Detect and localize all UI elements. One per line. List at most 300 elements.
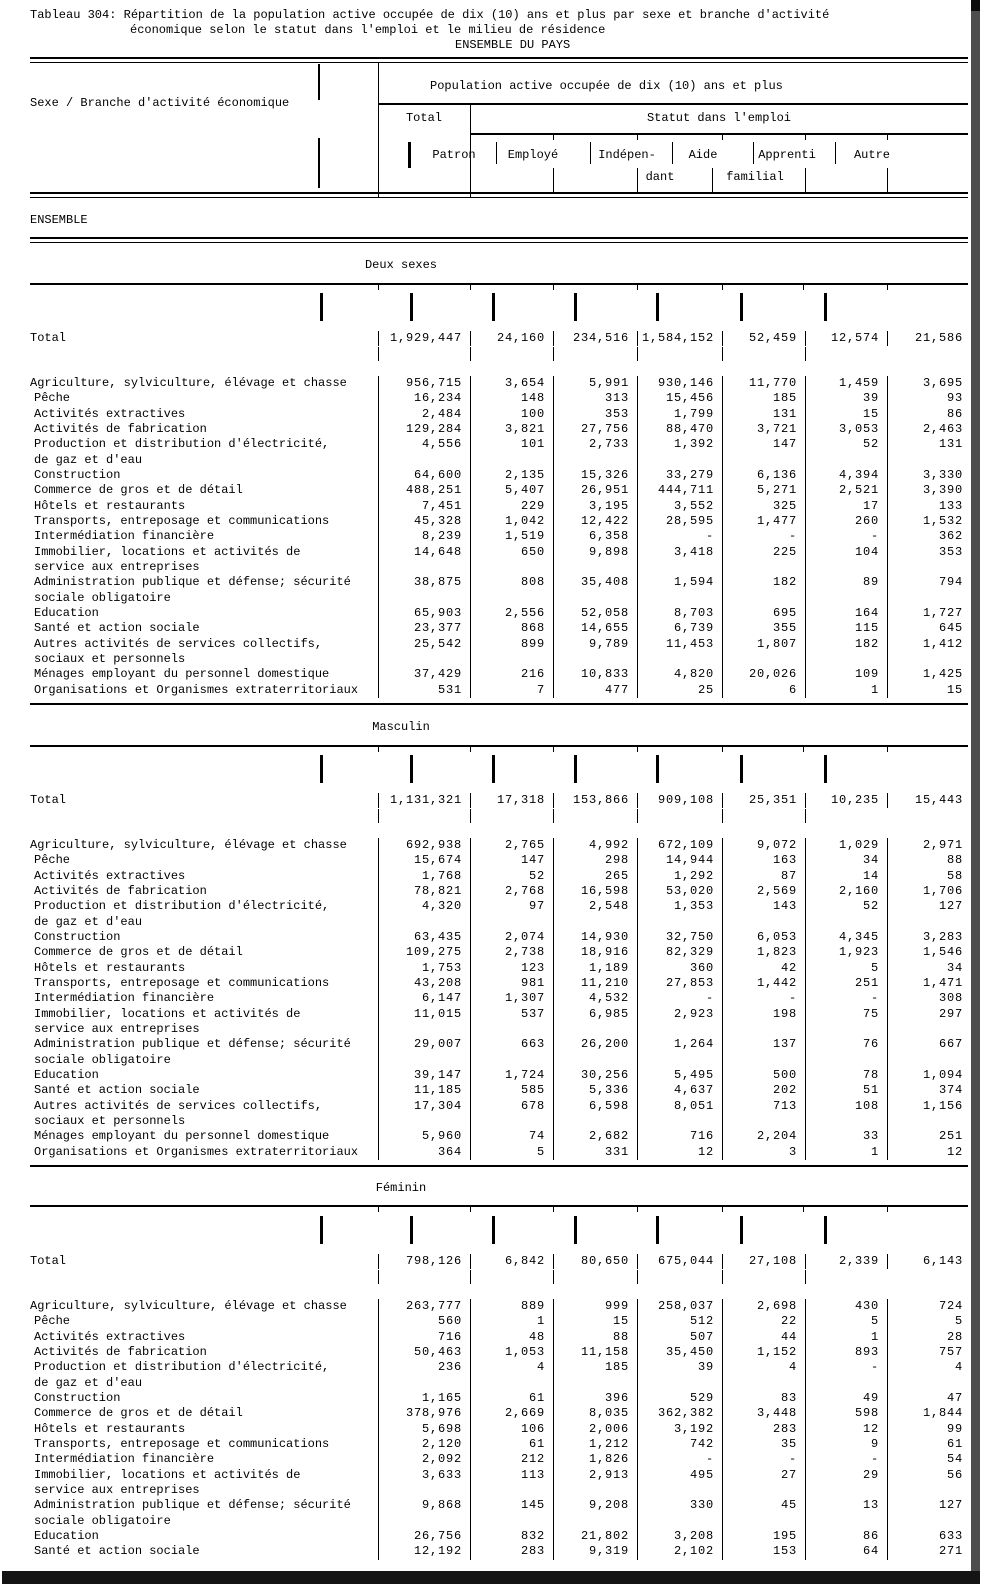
row-label: Total (30, 1254, 67, 1268)
cell: 27 (722, 1468, 805, 1499)
cell: - (637, 1452, 722, 1467)
cell: 560 (378, 1314, 470, 1329)
total-row (0, 793, 968, 808)
cell: 64 (805, 1544, 887, 1559)
tick (637, 133, 638, 140)
cell: 2,463 (887, 422, 968, 437)
cell: 12,574 (805, 331, 887, 346)
cell: 45 (722, 1498, 805, 1529)
cell: 981 (470, 976, 553, 991)
cell: 1,519 (470, 529, 553, 544)
cell: 1,706 (887, 884, 968, 899)
cell: 258,037 (637, 1299, 722, 1314)
row-label-line2: sociale obligatoire (34, 1513, 171, 1528)
table-row (0, 976, 968, 991)
cell: 5,495 (637, 1068, 722, 1083)
cell: 1,584,152 (637, 331, 722, 346)
cell: 500 (722, 1068, 805, 1083)
cell: 2,765 (470, 838, 553, 853)
cell: 33,279 (637, 468, 722, 483)
row-label: Santé et action sociale (34, 1083, 200, 1098)
cell: 185 (553, 1360, 637, 1391)
cell: 889 (470, 1299, 553, 1314)
cell: 133 (887, 499, 968, 514)
cell: 396 (553, 1391, 637, 1406)
cell: 4,820 (637, 667, 722, 682)
cell: 216 (470, 667, 553, 682)
cell: 5,960 (378, 1129, 470, 1144)
cell: 24,160 (470, 331, 553, 346)
row-label-line2: sociaux et personnels (34, 651, 186, 666)
cell: 163 (722, 853, 805, 868)
cell: 3,695 (887, 376, 968, 391)
row-label: Autres activités de services collectifs, (34, 636, 323, 651)
row-label-line2: service aux entreprises (34, 1021, 200, 1036)
cell: 29 (805, 1468, 887, 1499)
row-label: Activités extractives (34, 868, 186, 883)
cell: 283 (722, 1422, 805, 1437)
cell: 198 (722, 1007, 805, 1038)
cell: 716 (378, 1330, 470, 1345)
cell: 3,192 (637, 1422, 722, 1437)
table-row (0, 838, 968, 853)
cell: 3,418 (637, 545, 722, 576)
cell: 1 (805, 683, 887, 698)
cell: 143 (722, 899, 805, 930)
pipe (470, 347, 471, 361)
cell: 17,318 (470, 793, 553, 808)
cell: 108 (805, 1099, 887, 1130)
cell: 692,938 (378, 838, 470, 853)
cell: 1,156 (887, 1099, 968, 1130)
cell: 1,292 (637, 869, 722, 884)
row-label: Production et distribution d'électricité, (34, 437, 330, 452)
cell: 909,108 (637, 793, 722, 808)
cell: 716 (637, 1129, 722, 1144)
cell: 11,185 (378, 1083, 470, 1098)
cell: 1,442 (722, 976, 805, 991)
table-row (0, 437, 968, 468)
cell: 88,470 (637, 422, 722, 437)
table-row (0, 499, 968, 514)
row-label: Construction (34, 1390, 121, 1405)
cell: 78 (805, 1068, 887, 1083)
table-row (0, 606, 968, 621)
tick (887, 133, 888, 140)
table-row (0, 422, 968, 437)
cell: 23,377 (378, 621, 470, 636)
cell: 2,913 (553, 1468, 637, 1499)
cell: 2,160 (805, 884, 887, 899)
tick (553, 283, 554, 290)
tick (722, 745, 723, 752)
table-row (0, 637, 968, 668)
section-title: Masculin (372, 720, 430, 734)
table-row (0, 575, 968, 606)
bar (492, 1216, 495, 1244)
cell: 2,204 (722, 1129, 805, 1144)
cell: 127 (887, 899, 968, 930)
table-row (0, 1129, 968, 1144)
cell: 4,637 (637, 1083, 722, 1098)
tick (637, 283, 638, 290)
cell: 15,674 (378, 853, 470, 868)
cell: 15,326 (553, 468, 637, 483)
cell: 34 (805, 853, 887, 868)
cell: 8,239 (378, 529, 470, 544)
cell: 78,821 (378, 884, 470, 899)
cell: 2,135 (470, 468, 553, 483)
cell: 45,328 (378, 514, 470, 529)
cell: 30,256 (553, 1068, 637, 1083)
cell: 164 (805, 606, 887, 621)
cell: 2,102 (637, 1544, 722, 1559)
tick (722, 283, 723, 290)
cell: 25,351 (722, 793, 805, 808)
table-row (0, 1330, 968, 1345)
row-group-header: Sexe / Branche d'activité économique (30, 96, 290, 110)
cell: 88 (887, 853, 968, 868)
cell: 4,394 (805, 468, 887, 483)
cell: 364 (378, 1145, 470, 1160)
cell: 2,484 (378, 407, 470, 422)
row-label: Administration publique et défense; sécurité (34, 1498, 351, 1513)
table-row (0, 1437, 968, 1452)
cell: 331 (553, 1145, 637, 1160)
table-title-line1: Tableau 304: Répartition de la population active occupée de dix (10) ans et plus par sexe et branche d'activité (30, 8, 830, 22)
pipe (553, 1270, 554, 1284)
row-label: Pêche (34, 391, 71, 406)
cell: 832 (470, 1529, 553, 1544)
cell: 74 (470, 1129, 553, 1144)
cell: 4,532 (553, 991, 637, 1006)
cell: 798,126 (378, 1254, 470, 1269)
table-row (0, 667, 968, 682)
cell: 56 (887, 1468, 968, 1499)
table-row (0, 1007, 968, 1038)
cell: 148 (470, 391, 553, 406)
row-label: Transports, entreposage et communications (34, 1436, 330, 1451)
pipe (805, 168, 806, 192)
cell: 1,594 (637, 575, 722, 606)
cell: 6,842 (470, 1254, 553, 1269)
cell: 9,898 (553, 545, 637, 576)
cell: 20,026 (722, 667, 805, 682)
pipe (637, 1270, 638, 1284)
row-label: Hôtels et restaurants (34, 498, 186, 513)
cell: 3,390 (887, 483, 968, 498)
cell: 47 (887, 1391, 968, 1406)
cell: 123 (470, 961, 553, 976)
cell: 39,147 (378, 1068, 470, 1083)
cell: 1,212 (553, 1437, 637, 1452)
cell: 529 (637, 1391, 722, 1406)
header-bottom-rule (30, 192, 968, 198)
pipe (722, 347, 723, 361)
cell: 1,042 (470, 514, 553, 529)
table-row (0, 407, 968, 422)
pipe (378, 1270, 379, 1284)
tick (805, 133, 806, 140)
cell: 2,698 (722, 1299, 805, 1314)
row-label: Autres activités de services collectifs, (34, 1098, 323, 1113)
ensemble-rule (30, 237, 968, 243)
bar (410, 1216, 413, 1244)
cell: 182 (722, 575, 805, 606)
cell: 7 (470, 683, 553, 698)
cell: 35,450 (637, 1345, 722, 1360)
cell: 757 (887, 1345, 968, 1360)
row-label: Immobilier, locations et activités de (34, 1467, 301, 1482)
cell: 3,208 (637, 1529, 722, 1544)
row-label-line2: service aux entreprises (34, 1482, 200, 1497)
header-top-rule (30, 57, 968, 63)
cell: 265 (553, 869, 637, 884)
cell: 585 (470, 1083, 553, 1098)
cell: 298 (553, 853, 637, 868)
cell: 14,930 (553, 930, 637, 945)
table-row (0, 1422, 968, 1437)
cell: 362,382 (637, 1406, 722, 1421)
cell: 1,353 (637, 899, 722, 930)
cell: 1,459 (805, 376, 887, 391)
cell: 808 (470, 575, 553, 606)
cell: 8,035 (553, 1406, 637, 1421)
cell: 3,448 (722, 1406, 805, 1421)
cell: 129,284 (378, 422, 470, 437)
cell: 1,392 (637, 437, 722, 468)
cell: 3,821 (470, 422, 553, 437)
cell: 488,251 (378, 483, 470, 498)
cell: 645 (887, 621, 968, 636)
cell: 6,985 (553, 1007, 637, 1038)
row-label: Immobilier, locations et activités de (34, 1006, 301, 1021)
cell: 15 (887, 683, 968, 698)
cell: 28 (887, 1330, 968, 1345)
table-row (0, 1068, 968, 1083)
cell: 106 (470, 1422, 553, 1437)
cell: 4 (722, 1360, 805, 1391)
pipe (805, 347, 806, 361)
cell: 1,152 (722, 1345, 805, 1360)
cell: 1,029 (805, 838, 887, 853)
table-row (0, 1498, 968, 1529)
row-label-line2: sociale obligatoire (34, 590, 171, 605)
cell: 9,208 (553, 1498, 637, 1529)
cell: 1,753 (378, 961, 470, 976)
cell: 260 (805, 514, 887, 529)
cell: 2,006 (553, 1422, 637, 1437)
cell: 61 (887, 1437, 968, 1452)
cell: 6,147 (378, 991, 470, 1006)
cell: 9,789 (553, 637, 637, 668)
cell: - (722, 1452, 805, 1467)
cell: 195 (722, 1529, 805, 1544)
cell: 225 (722, 545, 805, 576)
pipe (553, 347, 554, 361)
table-row (0, 1360, 968, 1391)
cell: 15 (553, 1314, 637, 1329)
bar (574, 755, 577, 783)
cell: 713 (722, 1099, 805, 1130)
scan-border-right (971, 0, 980, 1575)
cell: 251 (887, 1129, 968, 1144)
cell: 18,916 (553, 945, 637, 960)
row-label: Intermédiation financière (34, 991, 215, 1006)
bar (410, 293, 413, 321)
cell: - (805, 1452, 887, 1467)
row-label: Organisations et Organismes extraterritoriaux (34, 682, 359, 697)
cell: - (637, 529, 722, 544)
col-header-autre: Autre (853, 148, 890, 162)
rule (378, 103, 968, 105)
cell: 374 (887, 1083, 968, 1098)
bar (656, 755, 659, 783)
cell: 1,477 (722, 514, 805, 529)
pipe (378, 809, 379, 823)
cell: 598 (805, 1406, 887, 1421)
cell: 663 (470, 1037, 553, 1068)
cell: 101 (470, 437, 553, 468)
tick (722, 133, 723, 140)
cell: - (637, 991, 722, 1006)
cell: 5,407 (470, 483, 553, 498)
cell: 724 (887, 1299, 968, 1314)
cell: 21,586 (887, 331, 968, 346)
table-row (0, 1406, 968, 1421)
cell: - (722, 529, 805, 544)
cell: 34 (887, 961, 968, 976)
table-row (0, 1544, 968, 1559)
cell: 27,756 (553, 422, 637, 437)
cell: 2,738 (470, 945, 553, 960)
cell: 185 (722, 391, 805, 406)
cell: 4,345 (805, 930, 887, 945)
cell: 104 (805, 545, 887, 576)
row-label: Agriculture, sylviculture, élévage et chasse (30, 1299, 347, 1313)
cell: 3,330 (887, 468, 968, 483)
row-label: Immobilier, locations et activités de (34, 544, 301, 559)
row-label: Activités extractives (34, 406, 186, 421)
cell: 507 (637, 1330, 722, 1345)
scan-border-corner (971, 0, 980, 11)
table-row (0, 1314, 968, 1329)
tick (722, 1205, 723, 1212)
row-label: Agriculture, sylviculture, élévage et chasse (30, 376, 347, 390)
pipe (378, 347, 379, 361)
cell: 1,923 (805, 945, 887, 960)
cell: 10,235 (805, 793, 887, 808)
table-title-line2: économique selon le statut dans l'emploi et le milieu de résidence (130, 23, 606, 37)
rule (470, 133, 968, 135)
cell: 12 (637, 1145, 722, 1160)
table-row (0, 391, 968, 406)
cell: 137 (722, 1037, 805, 1068)
cell: 742 (637, 1437, 722, 1452)
row-label: Administration publique et défense; sécurité (34, 1037, 351, 1052)
col-group-status: Statut dans l'emploi (646, 111, 792, 125)
col-header-apprenti: Apprenti (758, 148, 816, 162)
cell: 6,053 (722, 930, 805, 945)
cell: 650 (470, 545, 553, 576)
cell: 360 (637, 961, 722, 976)
cell: 2,569 (722, 884, 805, 899)
bar (824, 755, 827, 783)
bar (740, 293, 743, 321)
cell: 6 (722, 683, 805, 698)
row-label: Transports, entreposage et communications (34, 975, 330, 990)
total-row (0, 1254, 968, 1269)
cell: 1,425 (887, 667, 968, 682)
row-label: Education (34, 605, 99, 620)
tick (887, 283, 888, 290)
cell: 39 (637, 1360, 722, 1391)
row-label: Santé et action sociale (34, 621, 200, 636)
cell: 2,669 (470, 1406, 553, 1421)
table-row (0, 529, 968, 544)
row-label: Production et distribution d'électricité, (34, 899, 330, 914)
cell: 2,339 (805, 1254, 887, 1269)
cell: 6,598 (553, 1099, 637, 1130)
cell: 1,724 (470, 1068, 553, 1083)
cell: 75 (805, 1007, 887, 1038)
pipe (887, 168, 888, 192)
table-row (0, 869, 968, 884)
cell: 16,598 (553, 884, 637, 899)
row-label: Administration publique et défense; sécurité (34, 575, 351, 590)
cell: 61 (470, 1391, 553, 1406)
pipe (637, 809, 638, 823)
row-label: Activités de fabrication (34, 1344, 207, 1359)
cell: 9,072 (722, 838, 805, 853)
bar (320, 1216, 323, 1244)
cell: 3,195 (553, 499, 637, 514)
cell: 51 (805, 1083, 887, 1098)
section-end-rule (30, 1165, 968, 1167)
cell: 1,471 (887, 976, 968, 991)
cell: 1,929,447 (378, 331, 470, 346)
cell: 11,015 (378, 1007, 470, 1038)
pipe (637, 347, 638, 361)
cell: 53,020 (637, 884, 722, 899)
cell: 97 (470, 899, 553, 930)
cell: 27,108 (722, 1254, 805, 1269)
cell: 58 (887, 869, 968, 884)
cell: 10,833 (553, 667, 637, 682)
bar (574, 293, 577, 321)
table-row (0, 1452, 968, 1467)
tick (803, 283, 804, 290)
cell: 4 (887, 1360, 968, 1391)
cell: 44 (722, 1330, 805, 1345)
cell: 131 (887, 437, 968, 468)
cell: 271 (887, 1544, 968, 1559)
cell: 16,234 (378, 391, 470, 406)
bar (320, 755, 323, 783)
cell: 999 (553, 1299, 637, 1314)
table-row (0, 621, 968, 636)
row-label-line2: de gaz et d'eau (34, 914, 143, 929)
cell: 5 (887, 1314, 968, 1329)
cell: 35 (722, 1437, 805, 1452)
col-header-aide: Aide (688, 148, 718, 162)
row-label: Construction (34, 929, 121, 944)
cell: 131 (722, 407, 805, 422)
cell: 2,548 (553, 899, 637, 930)
cell: 33 (805, 1129, 887, 1144)
cell: 8,051 (637, 1099, 722, 1130)
cell: 531 (378, 683, 470, 698)
